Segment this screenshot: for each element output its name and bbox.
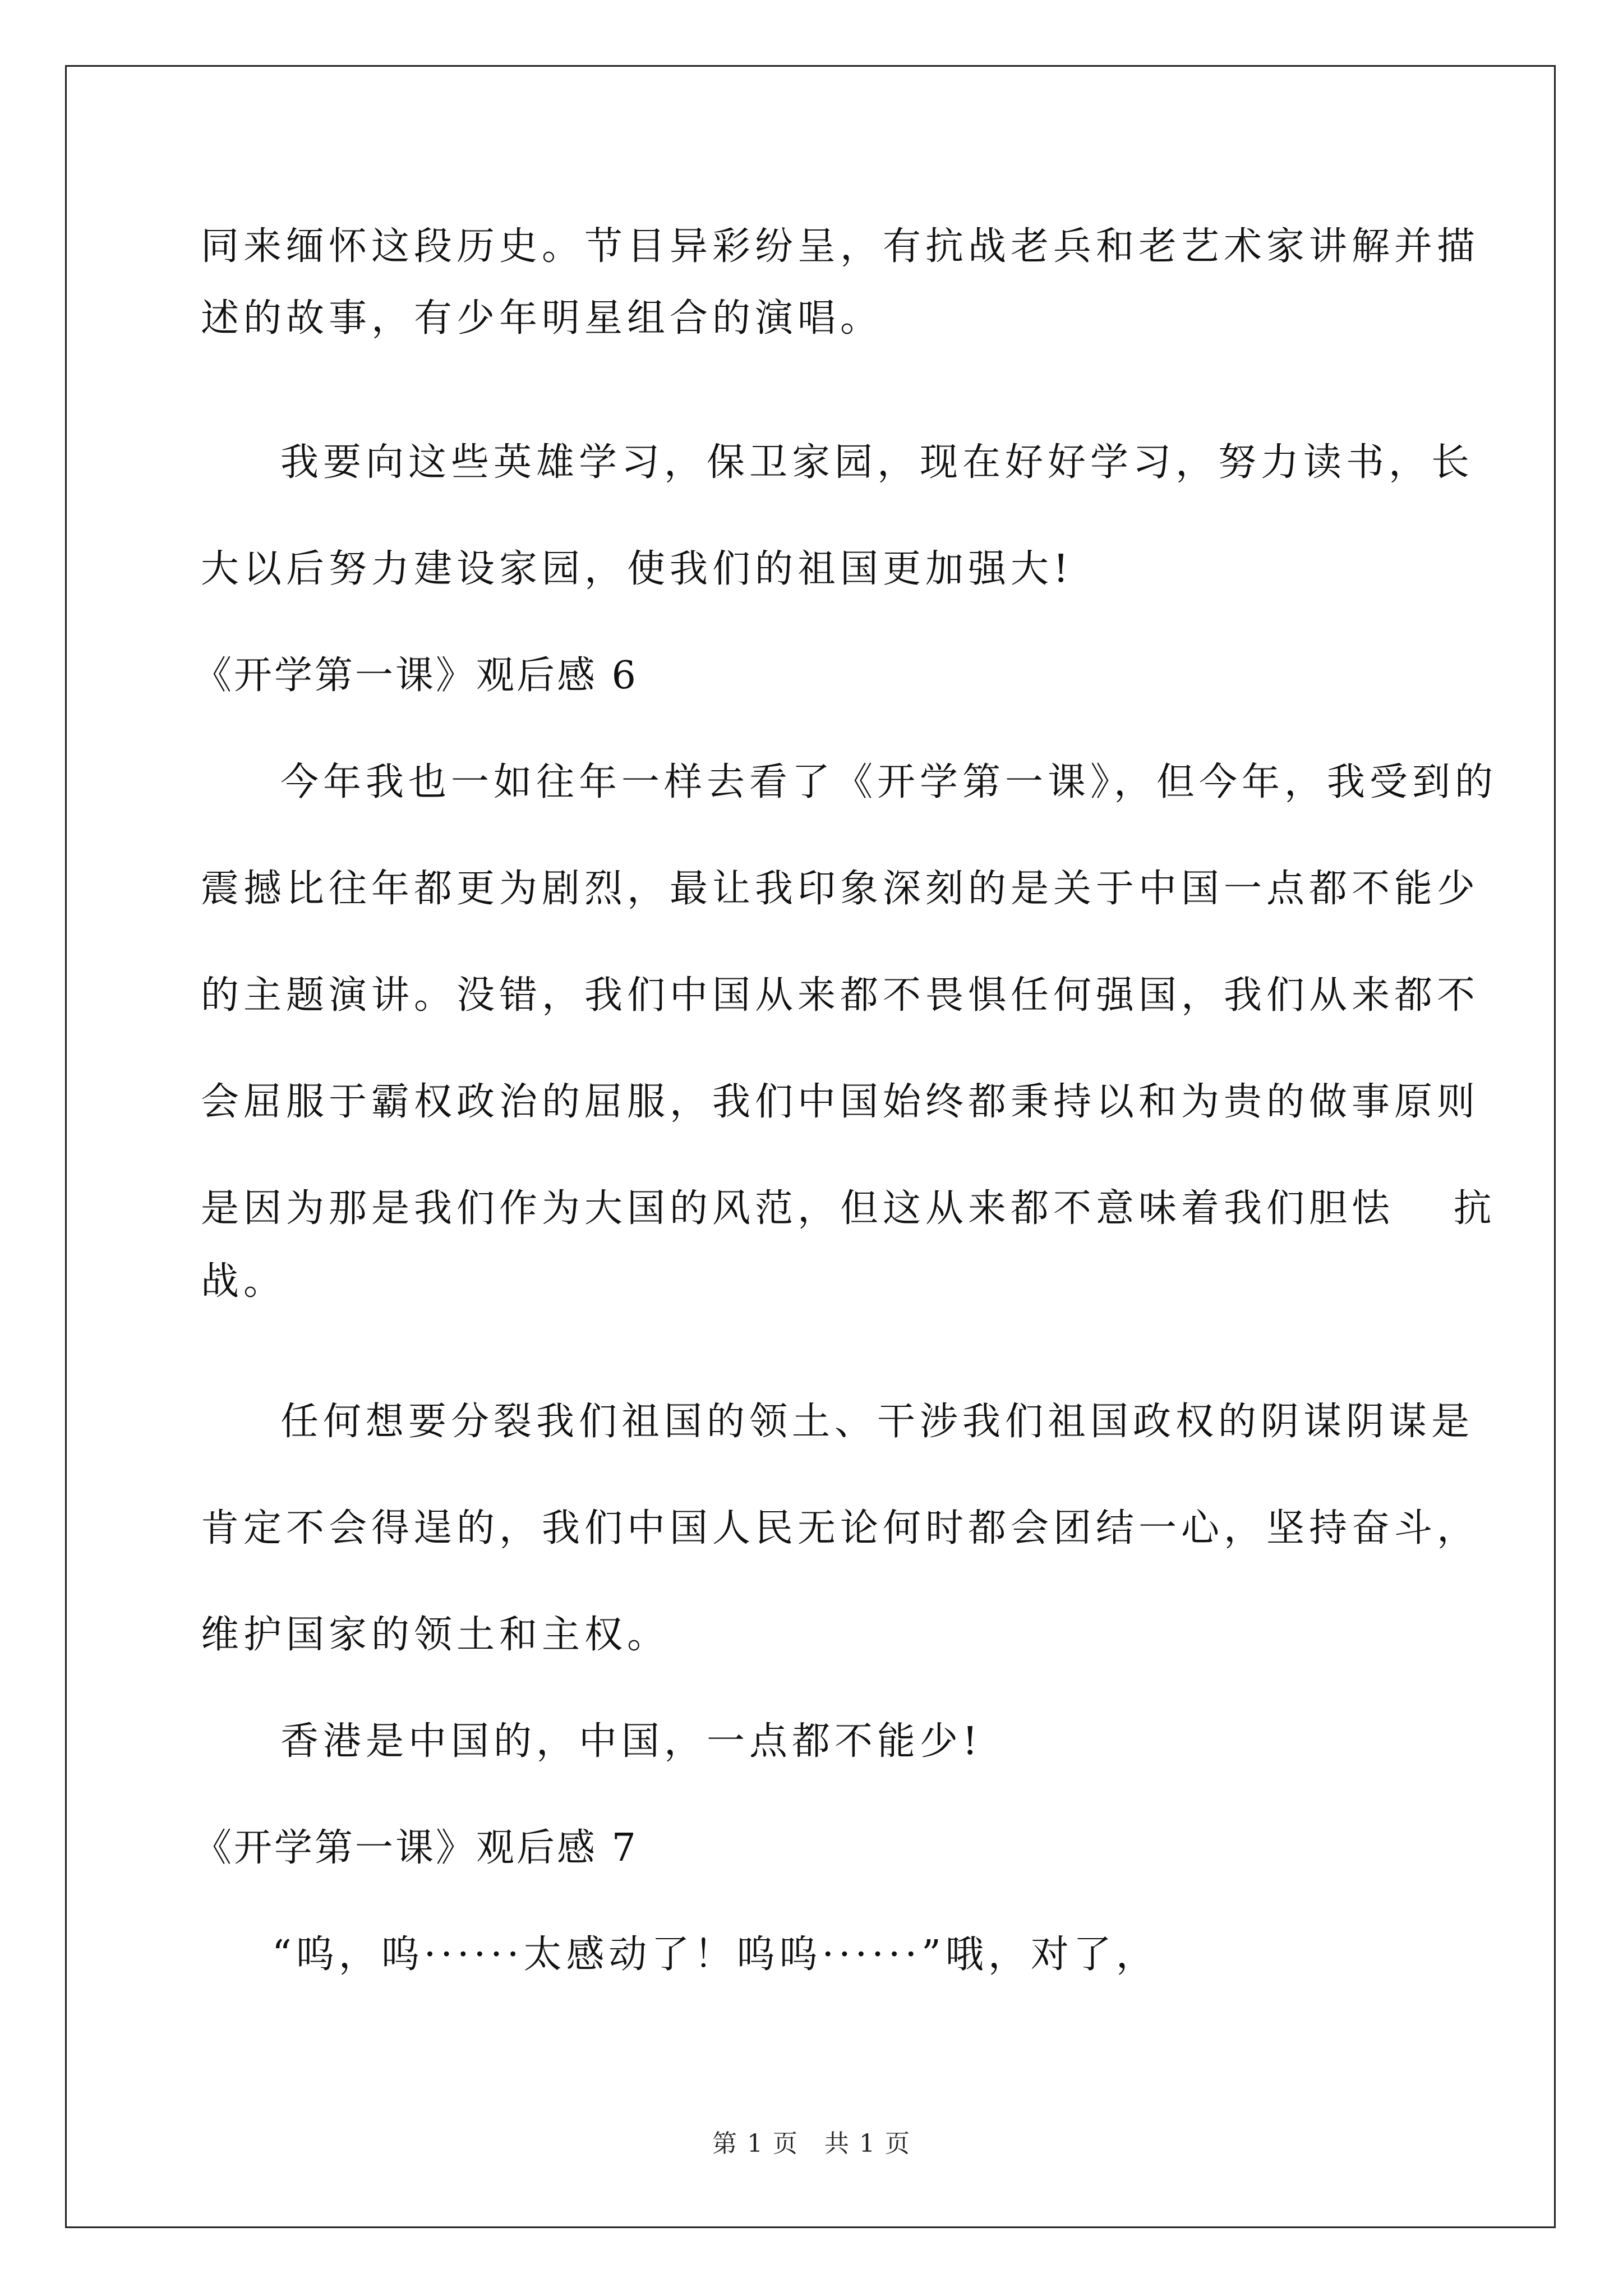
- page-total: 共 1 页: [824, 2129, 911, 2158]
- page-footer: [0, 2129, 1623, 2159]
- section-heading-7: 《开学第一课》观后感 7: [193, 1826, 638, 1870]
- paragraph-line: 大以后努力建设家园，使我们的祖国更加强大!: [201, 547, 1073, 591]
- paragraph-line: 是因为那是我们作为大国的风范，但这从来都不意味着我们胆怯 抗: [201, 1186, 1496, 1231]
- paragraph-line: 震撼比往年都更为剧烈，最让我印象深刻的是关于中国一点都不能少: [201, 867, 1480, 911]
- paragraph-line: 维护国家的领土和主权。: [201, 1613, 670, 1657]
- section-heading-6: 《开学第一课》观后感 6: [193, 654, 638, 698]
- paragraph-line: 香港是中国的，中国，一点都不能少!: [280, 1719, 983, 1764]
- paragraph-line: 会屈服于霸权政治的屈服，我们中国始终都秉持以和为贵的做事原则: [201, 1080, 1480, 1124]
- paragraph-line: 战。: [201, 1259, 287, 1304]
- paragraph-line: 同来缅怀这段历史。节目异彩纷呈，有抗战老兵和老艺术家讲解并描: [201, 224, 1480, 269]
- page-border: [65, 65, 1556, 2228]
- paragraph-line: 述的故事，有少年明星组合的演唱。: [201, 296, 883, 341]
- paragraph-line: 肯定不会得逞的，我们中国人民无论何时都会团结一心，坚持奋斗，: [201, 1506, 1480, 1550]
- paragraph-line: 的主题演讲。没错，我们中国从来都不畏惧任何强国，我们从来都不: [201, 973, 1480, 1018]
- paragraph-line: 任何想要分裂我们祖国的领土、干涉我们祖国政权的阴谋阴谋是: [280, 1400, 1474, 1444]
- page-number: 第 1 页: [712, 2129, 799, 2158]
- paragraph-line: 我要向这些英雄学习，保卫家园，现在好好学习，努力读书，长: [280, 440, 1474, 485]
- paragraph-line: 今年我也一如往年一样去看了《开学第一课》，但今年，我受到的: [280, 760, 1498, 804]
- paragraph-line: “呜，呜······太感动了！呜呜······”哦，对了，: [272, 1932, 1159, 1977]
